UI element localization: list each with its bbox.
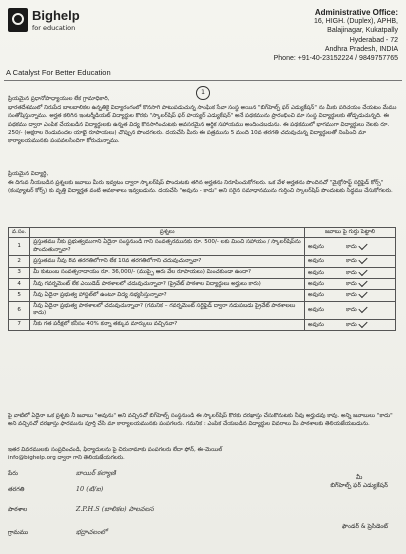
school-label: పాఠశాల bbox=[8, 506, 28, 513]
name-value: బాయిర్ కల్యాణి bbox=[75, 469, 116, 477]
row-question: నీకు గత పరీక్షలో కనీసం 40% కన్నా తక్కువ మార్కులు వచ్చినవా? bbox=[30, 319, 305, 330]
eligibility-note: పై వాటిలో ఏదైనా ఒక ప్రశ్నకు నీ జవాబు "అవును" అని వచ్చినచో బిగ్‌హెల్ప్ సంస్థనుండి ఈ స్కాలర్‌షిప్ కొరకు దరఖాస్తు చేసుకొనుటకు నీవు అర్హుడవు కావు. అన్ని జవాబులు "కాదు" అని వచ్చినచో దరఖాస్తు ఫారమును పూర్తి చేసి మా కార్యాలయమునకు పంపగలరు. గమనిక : ఎంపిక చేయబడిన విద్యార్థుల వివరాలు మీ పాఠశాలకు తెలియజేయబడును. bbox=[8, 413, 393, 428]
row-question: నీవు గవర్నమెంట్ లేక ఎయిడెడ్ పాఠశాలలో చదువుచున్నావా? (ప్రైవేట్ పాఠశాల విద్యార్థులు అర్హులు కారు) bbox=[30, 279, 305, 290]
checkmark-icon bbox=[358, 319, 367, 328]
contact-paragraph: ఇతర వివరములకు సంప్రదించండి, ఫిర్యాదులను పై చిరునామాకు పంపగలరు లేదా ఫోన్, ఈ-మెయిల్ bbox=[8, 447, 223, 453]
row-number: 6 bbox=[9, 301, 30, 319]
answer-no: కాదు bbox=[346, 281, 357, 288]
table-row bbox=[9, 290, 396, 301]
answer-no: కాదు bbox=[346, 243, 357, 250]
row-number: 7 bbox=[9, 319, 30, 330]
answer-yes: అవును bbox=[308, 269, 324, 276]
office-title: Administrative Office: bbox=[314, 8, 398, 17]
table-header bbox=[9, 228, 396, 238]
row-question: ప్రస్తుతము నీకు ప్రభుత్వముగాని ఏదైనా సంస్థనుండి గాని సంవత్సరమునకు రూ. 500/- లకు మించి సహాయం / స్కాలర్‌షిప్‌ను పొందుతున్నావా? bbox=[30, 238, 305, 256]
salutation: ప్రియమైన ప్రధానోపాధ్యాయుల లేక గ్రామాధికారి, bbox=[8, 96, 110, 102]
answer-yes: అవును bbox=[308, 307, 324, 314]
signature-line: మీ bbox=[356, 474, 363, 481]
row-number: 4 bbox=[9, 279, 30, 290]
village-label: గ్రామము bbox=[8, 529, 29, 536]
table-row bbox=[9, 301, 396, 319]
answer-no: కాదు bbox=[346, 307, 357, 314]
answer-yes: అవును bbox=[308, 243, 324, 250]
header-divider bbox=[4, 80, 402, 81]
school-value: Z.P.H.S (బాలికల) పాలవలస bbox=[75, 505, 154, 513]
table-row bbox=[9, 279, 396, 290]
address-line: 16, HIGH. (Duplex), APHB, bbox=[313, 18, 398, 26]
address-line: Hyderabad - 72 bbox=[349, 36, 398, 44]
answer-yes: అవును bbox=[308, 292, 324, 299]
row-question: నీవు ఏదైనా ప్రభుత్వ హాస్టల్‌లో ఉంటూ విద్య నభ్యసిస్తున్నావా? bbox=[30, 290, 305, 301]
answer-yes: అవును bbox=[308, 258, 324, 265]
checkmark-icon bbox=[358, 304, 367, 313]
form-school-row bbox=[8, 505, 154, 515]
checkmark-icon bbox=[358, 241, 367, 250]
table-row bbox=[9, 256, 396, 267]
checkmark-icon bbox=[358, 289, 367, 298]
instructions-paragraph: ఈ దిగువ నీయబడిన ప్రశ్నలకు జవాబు మీరు ఇవ్వటం ద్వారా స్కాలర్‌షిప్ పొందుటకు తగిన అర్హతను నిరూపించుకోగలరు. ఒక వేళ అర్హతను పొందినచో "మైక్రోసాఫ్ట్ సర్టిఫైడ్ కోర్స్" (కంప్యూటర్ కోర్స్) కు వృత్తి విద్యార్హత వంటి అవకాశాలు ఇవ్వబడును. దయచేసి "అవును - కాదు" అని సరైన సమాధానమును గుర్తించి స్కాలర్‌షిప్ పొందుటకు సిద్ధము చేసుకోగలరు. bbox=[8, 180, 393, 195]
table-row bbox=[9, 319, 396, 330]
row-answer bbox=[305, 238, 396, 256]
form-village-row bbox=[8, 528, 107, 538]
brand-name: Bighelp bbox=[32, 8, 80, 23]
row-number: 1 bbox=[9, 238, 30, 256]
row-number: 5 bbox=[9, 290, 30, 301]
row-answer bbox=[305, 279, 396, 290]
phone-line: Phone: +91-40-23152224 / 9849757765 bbox=[273, 55, 398, 63]
brand-subtitle: for education bbox=[32, 24, 76, 32]
table-row bbox=[9, 267, 396, 278]
row-number: 2 bbox=[9, 256, 30, 267]
class-value: 10 (టి/ఐ) bbox=[75, 485, 104, 493]
answer-no: కాదు bbox=[346, 258, 357, 265]
checkmark-icon bbox=[358, 278, 367, 287]
eligibility-table bbox=[8, 227, 396, 331]
book-logo-icon bbox=[8, 8, 28, 32]
row-answer bbox=[305, 256, 396, 267]
row-question: నీవు ఏదైనా ప్రభుత్వ పాఠశాలలో చదువుచున్నావా? (గమనిక – గవర్నమెంట్ సర్టిఫైడ్ ద్వారా నడుపబడు ప్రైవేట్ పాఠశాలలు కాదు) bbox=[30, 301, 305, 319]
col-answer: జవాబు పై గుర్తు పెట్టాలి bbox=[305, 228, 396, 238]
tagline: A Catalyst For Better Education bbox=[6, 68, 111, 77]
checkmark-icon bbox=[358, 255, 367, 264]
col-number: వ.సం. bbox=[9, 228, 30, 238]
page-marker: 1 bbox=[196, 86, 210, 100]
row-answer bbox=[305, 319, 396, 330]
row-answer bbox=[305, 290, 396, 301]
answer-no: కాదు bbox=[346, 269, 357, 276]
signature-title: ఫౌండర్ & ప్రెసిడెంట్ bbox=[341, 523, 388, 530]
row-question: మీ కుటుంబ సంవత్సరాదాయం రూ. 36,000/- (ముప్పై ఆరు వేల రూపాయలు) మించకుండా ఉందా? bbox=[30, 267, 305, 278]
checkmark-icon bbox=[358, 267, 367, 276]
class-label: తరగతి bbox=[8, 486, 25, 493]
address-line: Balajinagar, Kukatpally bbox=[327, 27, 398, 35]
answer-yes: అవును bbox=[308, 321, 324, 328]
row-number: 3 bbox=[9, 267, 30, 278]
row-answer bbox=[305, 301, 396, 319]
row-answer bbox=[305, 267, 396, 278]
col-question: ప్రశ్నలు bbox=[30, 228, 305, 238]
signature-org: బిగ్‌హెల్ప్ ఫర్ ఎడ్యుకేషన్ bbox=[330, 482, 388, 489]
village-value: భద్రాచలంలో bbox=[75, 528, 108, 536]
form-class-row bbox=[8, 485, 103, 495]
answer-no: కాదు bbox=[346, 321, 357, 328]
form-name-row bbox=[8, 469, 116, 479]
answer-no: కాదు bbox=[346, 292, 357, 299]
contact-email: info@bighelp.org ద్వారా గాని తెలియజేయగలరు. bbox=[8, 455, 125, 461]
name-label: పేరు bbox=[8, 470, 18, 477]
table-row bbox=[9, 238, 396, 256]
student-greeting: ప్రియమైన విద్యార్థి, bbox=[8, 171, 49, 177]
address-line: Andhra Pradesh, INDIA bbox=[324, 45, 398, 53]
intro-paragraph: భారతదేశములో నిరుపేద బాలబాలికల ఉన్నతికై విద్యారంగంలో కొనసాగి పాటుపడుచున్న సాంఘిక సేవా సంస్థ అయిన "బిగ్‌హెల్ప్ ఫర్ ఎడ్యుకేషన్" ను మీకు పరిచయం చేయటం మేము సంతోషిస్తున్నాము. అర్హత కలిగిన ఇంటర్మీడియట్ విద్యార్థుల కొరకు "స్కాలర్‌షిప్ ఫర్ హయ్యర్ ఎడ్యుకేషన్" అనే పథకమును ప్రారంభించి మా సంస్థ విద్యార్థులకు తోడ్పడుచున్నది. ఈ పథకము ద్వారా ఎంపిక చేయబడిన విద్యార్థులకు ఉన్నత విద్య కొనసాగించుటకు అవసరమైన ఆర్థిక సహాయము అందించబడును. ఈ పథకములో భాగముగా విద్యార్థులు నెలకు రూ. 250/- (అక్షరాల రెండువందల యాభై రూపాయలు) చొప్పున పొందగలరు. దయచేసి మీరు ఈ పత్రమును 5 మంది 10వ తరగతి చదువుచున్న విద్యార్థులతో నింపించి మా కార్యాలయమునకు పంపవలసిందిగా కోరుచున్నాము. bbox=[8, 105, 397, 145]
answer-yes: అవును bbox=[308, 281, 324, 288]
office-address bbox=[248, 8, 398, 63]
signature-block bbox=[330, 474, 388, 490]
bighelp-logo bbox=[8, 6, 80, 44]
row-question: ప్రస్తుతము నీవు 8వ తరగతిలోగాని లేక 10వ తరగతిలోగాని చదువుచున్నావా? bbox=[30, 256, 305, 267]
